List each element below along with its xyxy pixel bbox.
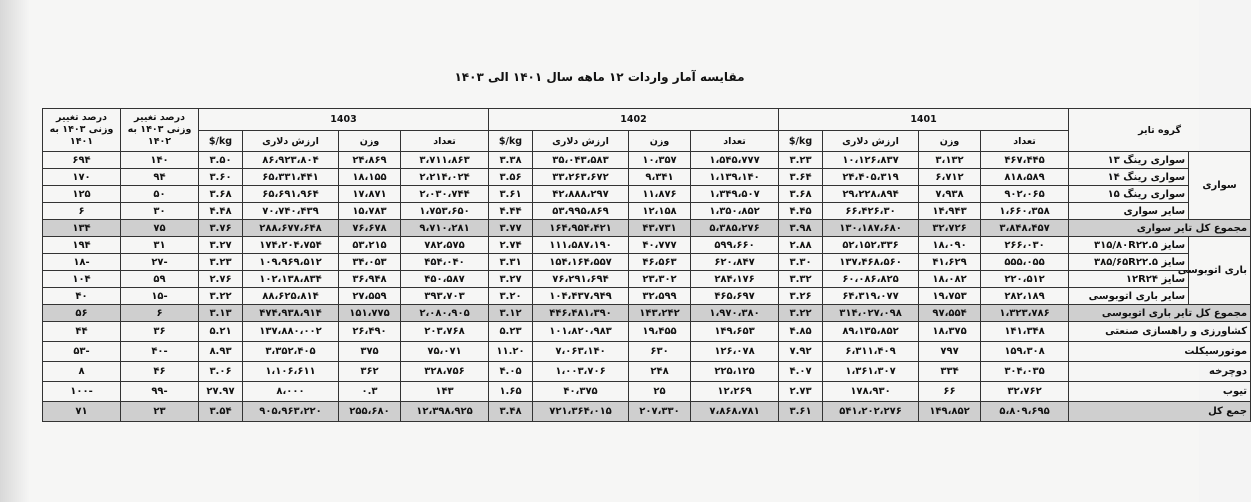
table-row [43,342,1251,362]
weight-cell: ۱۸،۳۷۵ [919,322,981,342]
perkg-cell: ۲.۷۳ [779,382,823,402]
dollar-cell: ۱۳۰،۱۸۷،۶۸۰ [823,220,919,237]
import-stats-table [42,108,1251,422]
row-label: سواری رینگ ۱۳ [1069,152,1189,169]
pct-1403-1402-cell: ۷۵ [121,220,199,237]
count-cell: ۷،۸۶۸،۷۸۱ [691,402,779,422]
row-label: دوچرخه [1069,362,1251,382]
header-year-1402: 1402 [489,109,779,131]
perkg-cell: ۴.۸۵ [779,322,823,342]
weight-cell: ۲۵۵،۶۸۰ [339,402,401,422]
dollar-cell: ۴۷۴،۹۳۸،۹۱۴ [243,305,339,322]
pct-1403-1401-cell: ۱۹۴ [43,237,121,254]
perkg-cell: ۳.۲۲ [199,288,243,305]
count-cell: ۱،۷۵۳،۶۵۰ [401,203,489,220]
weight-cell: ۱۴۳،۲۴۲ [629,305,691,322]
count-cell: ۱،۳۴۹،۵۰۷ [691,186,779,203]
weight-cell: ۲۷،۵۵۹ [339,288,401,305]
weight-cell: ۲۰۷،۳۳۰ [629,402,691,422]
weight-cell: ۲۳،۳۰۲ [629,271,691,288]
weight-cell: ۳۳۴ [919,362,981,382]
count-cell: ۳۰۴،۰۳۵ [981,362,1069,382]
row-label: سایز ۱۲R۲۴ [1069,271,1189,288]
header-weight: وزن [339,131,401,152]
dollar-cell: ۶۶،۴۲۶،۳۰ [823,203,919,220]
dollar-cell: ۱۳۷،۸۸۰،۰۰۲ [243,322,339,342]
dollar-cell: ۹۰۵،۹۶۳،۲۲۰ [243,402,339,422]
count-cell: ۷۸۲،۵۷۵ [401,237,489,254]
row-label: سواری رینگ ۱۴ [1069,169,1189,186]
pct-1403-1402-cell: -۴۰ [121,342,199,362]
dollar-cell: ۶۵،۶۹۱،۹۶۴ [243,186,339,203]
weight-cell: ۱۸،۰۸۲ [919,271,981,288]
dollar-cell: ۶،۳۱۱،۴۰۹ [823,342,919,362]
weight-cell: ۶۳۰ [629,342,691,362]
count-cell: ۱۴۱،۳۴۸ [981,322,1069,342]
dollar-cell: ۲۴،۴۰۵،۳۱۹ [823,169,919,186]
dollar-cell: ۴۰،۳۷۵ [533,382,629,402]
dollar-cell: ۶۴،۳۱۹،۰۷۷ [823,288,919,305]
pct-1403-1401-cell: ۱۷۰ [43,169,121,186]
row-label: جمع کل [1069,402,1251,422]
count-cell: ۳۲،۷۶۲ [981,382,1069,402]
weight-cell: ۱۴۹،۸۵۲ [919,402,981,422]
count-cell: ۲،۰۳۰،۷۴۴ [401,186,489,203]
table-row [43,362,1251,382]
perkg-cell: ۳.۲۳ [779,152,823,169]
perkg-cell: ۳.۰۶ [199,362,243,382]
weight-cell: ۴۰،۷۷۷ [629,237,691,254]
dollar-cell: ۴۲،۸۸۸،۲۹۷ [533,186,629,203]
count-cell: ۵۵۵،۰۵۵ [981,254,1069,271]
weight-cell: ۷۶،۶۷۸ [339,220,401,237]
header-perkg: $/kg [779,131,823,152]
pct-1403-1401-cell: ۱۲۵ [43,186,121,203]
dollar-cell: ۱،۱۰۶،۶۱۱ [243,362,339,382]
weight-cell: ۱۴،۹۴۳ [919,203,981,220]
table-body [43,152,1251,422]
dollar-cell: ۱۰۱،۸۲۰،۹۸۳ [533,322,629,342]
dollar-cell: ۵۴۱،۲۰۲،۲۷۶ [823,402,919,422]
pct-1403-1402-cell: ۶ [121,305,199,322]
perkg-cell: ۳.۲۷ [489,271,533,288]
pct-1403-1401-cell: -۱۰۰ [43,382,121,402]
header-count: تعداد [691,131,779,152]
count-cell: ۱۲۶،۰۷۸ [691,342,779,362]
count-cell: ۵۹۹،۶۶۰ [691,237,779,254]
perkg-cell: ۳.۱۳ [199,305,243,322]
dollar-cell: ۱۷۴،۲۰۴،۷۵۴ [243,237,339,254]
dollar-cell: ۲۸۸،۶۷۷،۶۴۸ [243,220,339,237]
perkg-cell: ۳.۳۰ [779,254,823,271]
dollar-cell: ۱۰،۱۲۶،۸۳۷ [823,152,919,169]
weight-cell: ۹،۳۴۱ [629,169,691,186]
count-cell: ۱۲،۲۶۹ [691,382,779,402]
table-row [43,254,1251,271]
pct-1403-1402-cell: -۱۵ [121,288,199,305]
weight-cell: ۳۴،۰۵۳ [339,254,401,271]
row-label: سایز ۳۱۵/۸۰R۲۲.۵ [1069,237,1189,254]
count-cell: ۱،۹۷۰،۳۸۰ [691,305,779,322]
perkg-cell: ۳.۲۲ [779,305,823,322]
perkg-cell: ۳.۶۸ [779,186,823,203]
dollar-cell: ۱۵۴،۱۶۴،۵۵۷ [533,254,629,271]
header-count: تعداد [401,131,489,152]
table-row [43,322,1251,342]
pct-1403-1402-cell: ۵۰ [121,186,199,203]
table-row [43,237,1251,254]
dollar-cell: ۷،۰۶۳،۱۴۰ [533,342,629,362]
weight-cell: ۱۸،۱۵۵ [339,169,401,186]
dollar-cell: ۶۵،۳۳۱،۴۴۱ [243,169,339,186]
perkg-cell: ۵.۲۳ [489,322,533,342]
perkg-cell: ۳.۵۴ [199,402,243,422]
pct-1403-1401-cell: ۶۹۴ [43,152,121,169]
pct-1403-1401-cell: ۷۱ [43,402,121,422]
header-perkg: $/kg [489,131,533,152]
perkg-cell: ۲.۷۶ [199,271,243,288]
count-cell: ۴۵۴،۰۴۰ [401,254,489,271]
dollar-cell: ۷۲۱،۳۶۴،۰۱۵ [533,402,629,422]
pct-1403-1402-cell: -۲۷ [121,254,199,271]
count-cell: ۵،۳۸۵،۲۷۶ [691,220,779,237]
table-total-row [43,305,1251,322]
count-cell: ۲۶۶،۰۳۰ [981,237,1069,254]
count-cell: ۱۴۳ [401,382,489,402]
weight-cell: ۱۰،۳۵۷ [629,152,691,169]
dollar-cell: ۳،۳۵۲،۴۰۵ [243,342,339,362]
table-row [43,382,1251,402]
count-cell: ۱،۱۳۹،۱۴۰ [691,169,779,186]
table-row [43,288,1251,305]
count-cell: ۱۵۹،۳۰۸ [981,342,1069,362]
weight-cell: ۱۸،۰۹۰ [919,237,981,254]
pct-1403-1401-cell: ۵۶ [43,305,121,322]
header-group: گروه تایر [1069,109,1251,152]
dollar-cell: ۵۳،۹۹۵،۸۶۹ [533,203,629,220]
count-cell: ۸۱۸،۵۸۹ [981,169,1069,186]
table-row [43,169,1251,186]
dollar-cell: ۸۸،۶۲۵،۸۱۴ [243,288,339,305]
dollar-cell: ۳۱۴،۰۲۷،۰۹۸ [823,305,919,322]
dollar-cell: ۱۰۴،۴۳۷،۹۴۹ [533,288,629,305]
weight-cell: ۲۴۸ [629,362,691,382]
perkg-cell: ۳.۱۲ [489,305,533,322]
weight-cell: ۱۹،۷۵۳ [919,288,981,305]
pct-1403-1401-cell: -۵۳ [43,342,121,362]
count-cell: ۹،۷۱۰،۲۸۱ [401,220,489,237]
row-label: مجموع کل تایر سواری [1069,220,1251,237]
count-cell: ۹۰۲،۰۶۵ [981,186,1069,203]
perkg-cell: ۳.۶۸ [199,186,243,203]
count-cell: ۲۸۴،۱۷۶ [691,271,779,288]
count-cell: ۲۲۵،۱۲۵ [691,362,779,382]
count-cell: ۷۵،۰۷۱ [401,342,489,362]
perkg-cell: ۳.۳۲ [779,271,823,288]
weight-cell: ۷۹۷ [919,342,981,362]
perkg-cell: ۷.۹۲ [779,342,823,362]
pct-1403-1401-cell: ۴۴ [43,322,121,342]
weight-cell: ۳۲،۷۲۶ [919,220,981,237]
category-bus: باری اتوبوسی [1189,237,1251,305]
header-count: تعداد [981,131,1069,152]
row-label: سایر سواری [1069,203,1189,220]
dollar-cell: ۸۹،۱۳۵،۸۵۲ [823,322,919,342]
perkg-cell: ۳.۶۴ [779,169,823,186]
count-cell: ۶۲۰،۸۴۷ [691,254,779,271]
perkg-cell: ۳.۵۶ [489,169,533,186]
dollar-cell: ۷۶،۲۹۱،۶۹۴ [533,271,629,288]
pct-1403-1402-cell: ۹۴ [121,169,199,186]
weight-cell: ۶۶ [919,382,981,402]
count-cell: ۳۲۸،۷۵۶ [401,362,489,382]
perkg-cell: ۸.۹۳ [199,342,243,362]
count-cell: ۱۲،۳۹۸،۹۲۵ [401,402,489,422]
weight-cell: ۱۵۱،۷۷۵ [339,305,401,322]
perkg-cell: ۴.۴۸ [199,203,243,220]
count-cell: ۱،۶۶۰،۳۵۸ [981,203,1069,220]
perkg-cell: ۳.۶۱ [779,402,823,422]
perkg-cell: ۴.۴۴ [489,203,533,220]
row-label: موتورسیکلت [1069,342,1251,362]
perkg-cell: ۱.۶۵ [489,382,533,402]
weight-cell: ۱۱،۸۷۶ [629,186,691,203]
weight-cell: ۳،۱۳۲ [919,152,981,169]
weight-cell: ۱۷،۸۷۱ [339,186,401,203]
dollar-cell: ۱۶۴،۹۵۴،۴۲۱ [533,220,629,237]
weight-cell: ۳۶۲ [339,362,401,382]
count-cell: ۱،۵۴۵،۷۷۷ [691,152,779,169]
weight-cell: ۳۶،۹۴۸ [339,271,401,288]
dollar-cell: ۵۲،۱۵۲،۳۳۶ [823,237,919,254]
perkg-cell: ۳.۲۷ [199,237,243,254]
header-year-1401: 1401 [779,109,1069,131]
perkg-cell: ۳.۳۸ [489,152,533,169]
pct-1403-1401-cell: ۱۰۴ [43,271,121,288]
perkg-cell: ۴.۰۷ [779,362,823,382]
count-cell: ۲،۰۸۰،۹۰۵ [401,305,489,322]
perkg-cell: ۲.۸۸ [779,237,823,254]
weight-cell: ۱۹،۴۵۵ [629,322,691,342]
dollar-cell: ۷۰،۷۴۰،۴۳۹ [243,203,339,220]
count-cell: ۳۹۳،۷۰۳ [401,288,489,305]
pct-1403-1402-cell: -۹۹ [121,382,199,402]
table-row [43,271,1251,288]
header-dollar: ارزش دلاری [823,131,919,152]
dollar-cell: ۱۷۸،۹۳۰ [823,382,919,402]
perkg-cell: ۴.۰۵ [489,362,533,382]
count-cell: ۱،۳۲۳،۷۸۶ [981,305,1069,322]
row-label: مجموع کل تایر باری اتوبوسی [1069,305,1251,322]
pct-1403-1402-cell: ۱۴۰ [121,152,199,169]
count-cell: ۳،۸۴۸،۴۵۷ [981,220,1069,237]
weight-cell: ۱۵،۷۸۳ [339,203,401,220]
weight-cell: ۴۳،۷۳۱ [629,220,691,237]
pct-1403-1401-cell: -۱۸ [43,254,121,271]
perkg-cell: ۳.۵۰ [199,152,243,169]
perkg-cell: ۲۷.۹۷ [199,382,243,402]
count-cell: ۲۸۲،۱۸۹ [981,288,1069,305]
dollar-cell: ۸،۰۰۰ [243,382,339,402]
dollar-cell: ۲۹،۲۲۸،۸۹۴ [823,186,919,203]
weight-cell: ۷،۹۳۸ [919,186,981,203]
pct-1403-1402-cell: ۴۶ [121,362,199,382]
perkg-cell: ۲.۷۴ [489,237,533,254]
perkg-cell: ۵.۲۱ [199,322,243,342]
header-weight: وزن [629,131,691,152]
weight-cell: ۵۳،۲۱۵ [339,237,401,254]
count-cell: ۳،۷۱۱،۸۶۳ [401,152,489,169]
perkg-cell: ۳.۷۷ [489,220,533,237]
perkg-cell: ۳.۶۱ [489,186,533,203]
count-cell: ۲،۲۱۴،۰۲۴ [401,169,489,186]
pct-1403-1401-cell: ۶ [43,203,121,220]
dollar-cell: ۱،۳۶۱،۳۰۷ [823,362,919,382]
count-cell: ۴۶۷،۴۴۵ [981,152,1069,169]
perkg-cell: ۳.۶۰ [199,169,243,186]
dollar-cell: ۴۴۶،۴۸۱،۳۹۰ [533,305,629,322]
perkg-cell: ۱۱.۲۰ [489,342,533,362]
pct-1403-1402-cell: ۳۰ [121,203,199,220]
dollar-cell: ۱،۰۰۳،۷۰۶ [533,362,629,382]
row-label: سایر باری اتوبوسی [1069,288,1189,305]
dollar-cell: ۳۵،۰۴۳،۵۸۳ [533,152,629,169]
pct-1403-1402-cell: ۲۳ [121,402,199,422]
perkg-cell: ۳.۷۶ [199,220,243,237]
perkg-cell: ۳.۲۶ [779,288,823,305]
row-label: تیوب [1069,382,1251,402]
dollar-cell: ۶۰،۰۸۶،۸۲۵ [823,271,919,288]
pct-1403-1402-cell: ۳۱ [121,237,199,254]
count-cell: ۴۶۵،۶۹۷ [691,288,779,305]
weight-cell: ۲۵ [629,382,691,402]
table-total-row [43,402,1251,422]
dollar-cell: ۳۳،۲۶۳،۶۷۲ [533,169,629,186]
header-pct-1403-1402: درصد تغییر وزنی ۱۴۰۳ به ۱۴۰۲ [121,109,199,152]
table-row [43,186,1251,203]
perkg-cell: ۳.۳۱ [489,254,533,271]
pct-1403-1401-cell: ۸ [43,362,121,382]
row-label: کشاورزی و راهسازی صنعتی [1069,322,1251,342]
dollar-cell: ۱۰۹،۹۶۹،۵۱۲ [243,254,339,271]
dollar-cell: ۱۳۷،۴۶۸،۵۶۰ [823,254,919,271]
header-weight: وزن [919,131,981,152]
category-passenger: سواری [1189,152,1251,220]
count-cell: ۵،۸۰۹،۶۹۵ [981,402,1069,422]
weight-cell: ۳۷۵ [339,342,401,362]
perkg-cell: ۳.۹۸ [779,220,823,237]
count-cell: ۴۵۰،۵۸۷ [401,271,489,288]
dollar-cell: ۱۱۱،۵۸۷،۱۹۰ [533,237,629,254]
weight-cell: ۱۲،۱۵۸ [629,203,691,220]
pct-1403-1402-cell: ۵۹ [121,271,199,288]
header-pct-1403-1401: درصد تغییر وزنی ۱۴۰۳ به ۱۴۰۱ [43,109,121,152]
dollar-cell: ۱۰۲،۱۳۸،۸۳۴ [243,271,339,288]
header-perkg: $/kg [199,131,243,152]
table-row [43,203,1251,220]
weight-cell: ۴۱،۶۲۹ [919,254,981,271]
pct-1403-1402-cell: ۳۶ [121,322,199,342]
row-label: سواری رینگ ۱۵ [1069,186,1189,203]
table-total-row [43,220,1251,237]
page-title: مقایسه آمار واردات ۱۲ ماهه سال ۱۴۰۱ الی ۱۴۰۳ [454,70,745,84]
weight-cell: ۴۶،۵۶۳ [629,254,691,271]
weight-cell: ۲۶،۴۹۰ [339,322,401,342]
count-cell: ۱،۳۵۰،۸۵۲ [691,203,779,220]
dollar-cell: ۸۶،۹۲۳،۸۰۴ [243,152,339,169]
count-cell: ۲۰۳،۷۶۸ [401,322,489,342]
weight-cell: ۳۲،۵۹۹ [629,288,691,305]
perkg-cell: ۳.۴۸ [489,402,533,422]
pct-1403-1401-cell: ۱۳۴ [43,220,121,237]
perkg-cell: ۳.۲۳ [199,254,243,271]
perkg-cell: ۴.۴۵ [779,203,823,220]
table-row [43,152,1251,169]
weight-cell: ۶،۷۱۲ [919,169,981,186]
weight-cell: ۰.۳ [339,382,401,402]
pct-1403-1401-cell: ۴۰ [43,288,121,305]
weight-cell: ۲۴،۸۶۹ [339,152,401,169]
header-year-1403: 1403 [199,109,489,131]
count-cell: ۲۲۰،۵۱۲ [981,271,1069,288]
header-dollar: ارزش دلاری [533,131,629,152]
header-dollar: ارزش دلاری [243,131,339,152]
weight-cell: ۹۷،۵۵۴ [919,305,981,322]
perkg-cell: ۳.۲۰ [489,288,533,305]
row-label: سایز ۳۸۵/۶۵R۲۲.۵ [1069,254,1189,271]
count-cell: ۱۴۹،۶۵۳ [691,322,779,342]
